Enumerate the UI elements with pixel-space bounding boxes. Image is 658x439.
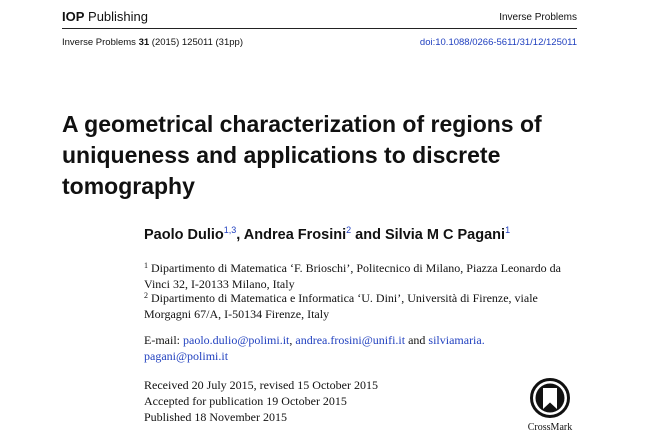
citation-prefix: Inverse Problems xyxy=(62,37,139,48)
author-separator: , xyxy=(236,227,244,243)
affiliation xyxy=(144,258,584,292)
author-name: Paolo Dulio xyxy=(144,227,224,243)
affiliation xyxy=(144,288,584,322)
title-line: tomography xyxy=(62,173,195,199)
title-line: A geometrical characterization of regions of xyxy=(62,111,542,137)
citation-volume: 31 xyxy=(138,37,150,48)
author-name: Andrea Frosini xyxy=(243,227,347,243)
publisher-rest: Publishing xyxy=(84,9,149,24)
publisher-bold: IOP xyxy=(62,9,85,24)
email-separator: and xyxy=(405,333,429,347)
email-prefix: E-mail: xyxy=(144,333,183,347)
author-affiliation-marker[interactable]: 1,3 xyxy=(223,225,237,235)
author-affiliation-marker[interactable]: 2 xyxy=(346,225,352,235)
email-separator: , xyxy=(289,333,296,347)
publisher-logo xyxy=(62,9,148,24)
author-list xyxy=(144,225,510,243)
crossmark-badge[interactable] xyxy=(526,378,574,439)
citation xyxy=(62,37,243,48)
received-date: Received 20 July 2015, revised 15 October 2015 xyxy=(144,378,378,392)
doi-link[interactable]: doi:10.1088/0266-5611/31/12/125011 xyxy=(419,37,577,48)
email-link-continuation[interactable]: pagani@polimi.it xyxy=(144,349,229,363)
author-name: Silvia M C Pagani xyxy=(384,227,506,243)
journal-name: Inverse Problems xyxy=(499,12,577,23)
email-link[interactable]: paolo.dulio@polimi.it xyxy=(183,333,290,347)
affiliation-text: Dipartimento di Matematica ‘F. Brioschi’, Politecnico di Milano, Piazza Leonardo da Vinci 32, I-20133 Milano, Italy xyxy=(144,261,561,291)
author-affiliation-marker[interactable]: 1 xyxy=(505,225,511,235)
title-line: uniqueness and applications to discrete xyxy=(62,142,501,168)
published-date: Published 18 November 2015 xyxy=(144,410,287,424)
affiliation-text: Dipartimento di Matematica e Informatica ‘U. Dini’, Università di Firenze, viale Morgagni 67/A, I-50134 Firenze, Italy xyxy=(144,291,538,321)
crossmark-label: CrossMark xyxy=(527,422,573,433)
paper-title xyxy=(62,109,602,202)
accepted-date: Accepted for publication 19 October 2015 xyxy=(144,394,347,408)
email-link[interactable]: andrea.frosini@unifi.it xyxy=(295,333,406,347)
email-block xyxy=(144,332,584,364)
affiliation-marker: 1 xyxy=(144,261,148,270)
author-separator: and xyxy=(351,227,385,243)
crossmark-bookmark-icon xyxy=(530,378,570,418)
affiliation-marker: 2 xyxy=(144,291,148,300)
header-rule xyxy=(62,28,577,29)
citation-suffix: (2015) 125011 (31pp) xyxy=(149,37,243,48)
email-link[interactable]: silviamaria. xyxy=(428,333,485,347)
